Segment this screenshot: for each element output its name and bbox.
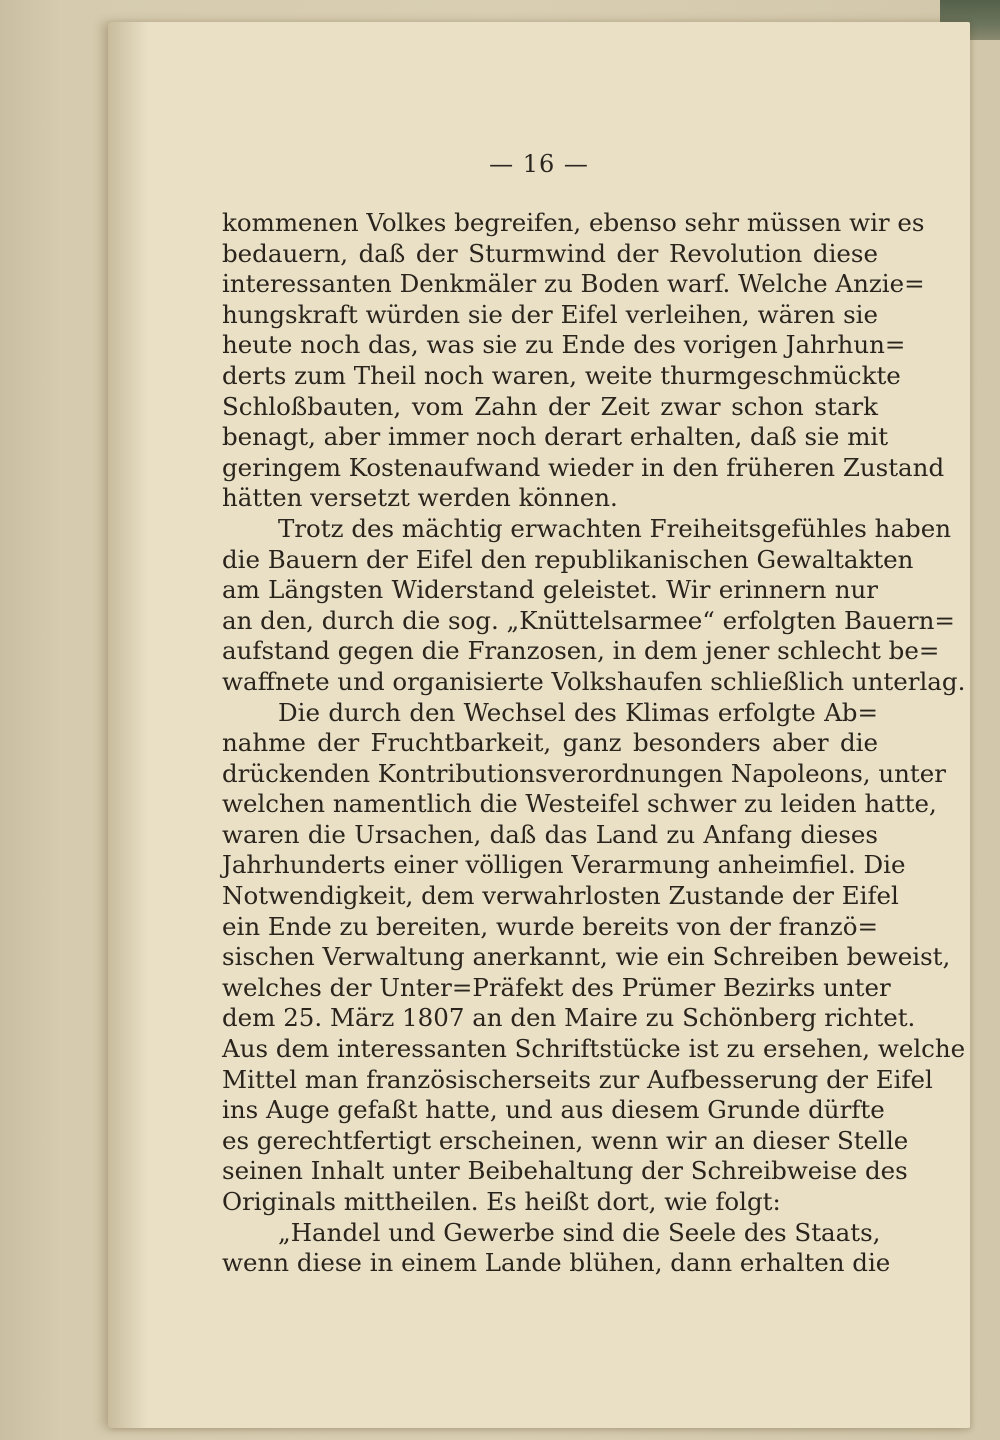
text-line: waffnete und organisierte Volkshaufen schließlich unterlag. — [222, 666, 966, 696]
page-number: — 16 — — [489, 150, 589, 178]
text-line: derts zum Theil noch waren, weite thurmgeschmückte — [222, 360, 901, 390]
text-line: „Handel und Gewerbe sind die Seele des Staats, — [278, 1217, 881, 1247]
text-line: welchen namentlich die Westeifel schwer zu leiden hatte, — [222, 789, 937, 819]
text-line: interessanten Denkmäler zu Boden warf. Welche Anzie= — [222, 269, 925, 299]
text-line: dem 25. März 1807 an den Maire zu Schönberg richtet. — [222, 1003, 916, 1033]
text-line: nahme der Fruchtbarkeit, ganz besonders aber die — [222, 728, 878, 758]
text-line: heute noch das, was sie zu Ende des vorigen Jahrhun= — [222, 330, 906, 360]
text-line: die Bauern der Eifel den republikanischen Gewaltakten — [222, 544, 914, 574]
text-line: kommenen Volkes begreifen, ebenso sehr müssen wir es — [222, 208, 925, 237]
text-line: am Längsten Widerstand geleistet. Wir erinnern nur — [222, 575, 878, 605]
text-line: geringem Kostenaufwand wieder in den früheren Zustand — [222, 452, 945, 482]
book-page — [108, 22, 970, 1428]
text-line: seinen Inhalt unter Beibehaltung der Schreibweise des — [222, 1156, 908, 1186]
text-line: aufstand gegen die Franzosen, in dem jener schlecht be= — [222, 636, 940, 666]
body-text — [222, 208, 966, 1279]
text-line: benagt, aber immer noch derart erhalten, daß sie mit — [222, 422, 889, 452]
text-line: waren die Ursachen, daß das Land zu Anfang dieses — [222, 819, 878, 849]
text-line: Originals mittheilen. Es heißt dort, wie folgt: — [222, 1187, 781, 1216]
text-line: Mittel man französischerseits zur Aufbesserung der Eifel — [222, 1064, 933, 1094]
text-line: Die durch den Wechsel des Klimas erfolgte Ab= — [278, 697, 878, 727]
text-line: hätten versetzt werden können. — [222, 483, 618, 513]
text-line: drückenden Kontributionsverordnungen Napoleons, unter — [222, 758, 946, 788]
text-line: Schloßbauten, vom Zahn der Zeit zwar schon stark — [222, 391, 878, 421]
text-line: welches der Unter=Präfekt des Prümer Bezirks unter — [222, 972, 891, 1002]
text-line: Trotz des mächtig erwachten Freiheitsgefühles haben — [278, 513, 952, 543]
text-line: an den, durch die sog. „Knüttelsarmee“ erfolgten Bauern= — [222, 605, 955, 635]
text-line: es gerechtfertigt erscheinen, wenn wir an dieser Stelle — [222, 1125, 909, 1155]
text-line: hungskraft würden sie der Eifel verleihen, wären sie — [222, 299, 878, 329]
text-line: bedauern, daß der Sturmwind der Revolution diese — [222, 238, 878, 268]
text-line: ein Ende zu bereiten, wurde bereits von der franzö= — [222, 911, 878, 941]
text-line: Jahrhunderts einer völligen Verarmung anheimfiel. Die — [222, 850, 906, 880]
text-line: wenn diese in einem Lande blühen, dann erhalten die — [222, 1248, 891, 1278]
text-line: ins Auge gefaßt hatte, und aus diesem Grunde dürfte — [222, 1095, 885, 1125]
text-line: sischen Verwaltung anerkannt, wie ein Schreiben beweist, — [222, 942, 951, 972]
text-line: Notwendigkeit, dem verwahrlosten Zustande der Eifel — [222, 881, 899, 911]
text-line: Aus dem interessanten Schriftstücke ist zu ersehen, welche — [222, 1034, 966, 1064]
